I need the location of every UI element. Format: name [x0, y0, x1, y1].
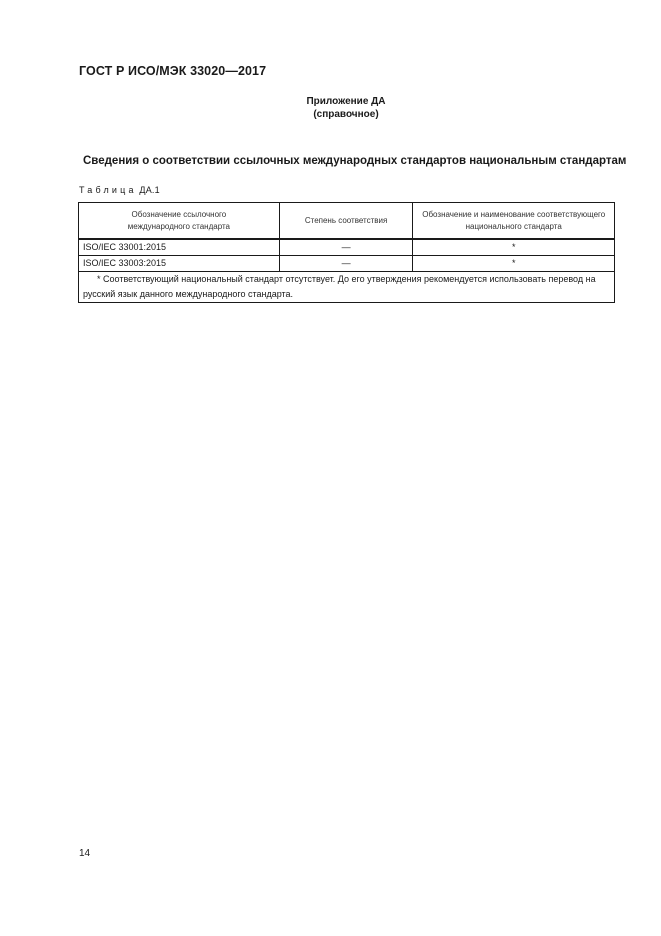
- table-footnote-row: [79, 272, 615, 303]
- table-header-row: [79, 203, 615, 240]
- national-cell: *: [413, 256, 615, 272]
- reference-cell: ISO/IEC 33003:2015: [79, 256, 280, 272]
- annex-subtitle: (справочное): [313, 109, 379, 120]
- table-caption: [79, 185, 160, 195]
- column-header-degree: Степень соответствия: [279, 203, 413, 240]
- section-title: Сведения о соответствии ссылочных международных стандартов национальным стандартам: [83, 155, 627, 167]
- page-number: 14: [79, 848, 91, 859]
- reference-cell: ISO/IEC 33001:2015: [79, 239, 280, 256]
- table-caption-word: Таблица: [79, 185, 137, 195]
- table-caption-number: ДА.1: [139, 185, 160, 195]
- degree-cell: —: [279, 256, 413, 272]
- document-header: ГОСТ Р ИСО/МЭК 33020—2017: [79, 64, 267, 78]
- degree-cell: —: [279, 239, 413, 256]
- correspondence-table: [78, 202, 615, 303]
- table-footnote: [79, 272, 615, 303]
- footnote-text: * Соответствующий национальный стандарт отсутствует. До его утверждения рекомендуется использовать перевод на русский язык данного международного стандарта.: [83, 274, 596, 299]
- annex-title: Приложение ДА: [306, 96, 386, 107]
- table-row: [79, 239, 615, 256]
- column-header-national: Обозначение и наименование соответствующего национального стандарта: [413, 203, 615, 240]
- table-row: [79, 256, 615, 272]
- annex-heading: [0, 95, 661, 121]
- national-cell: *: [413, 239, 615, 256]
- column-header-reference: Обозначение ссылочного международного стандарта: [79, 203, 280, 240]
